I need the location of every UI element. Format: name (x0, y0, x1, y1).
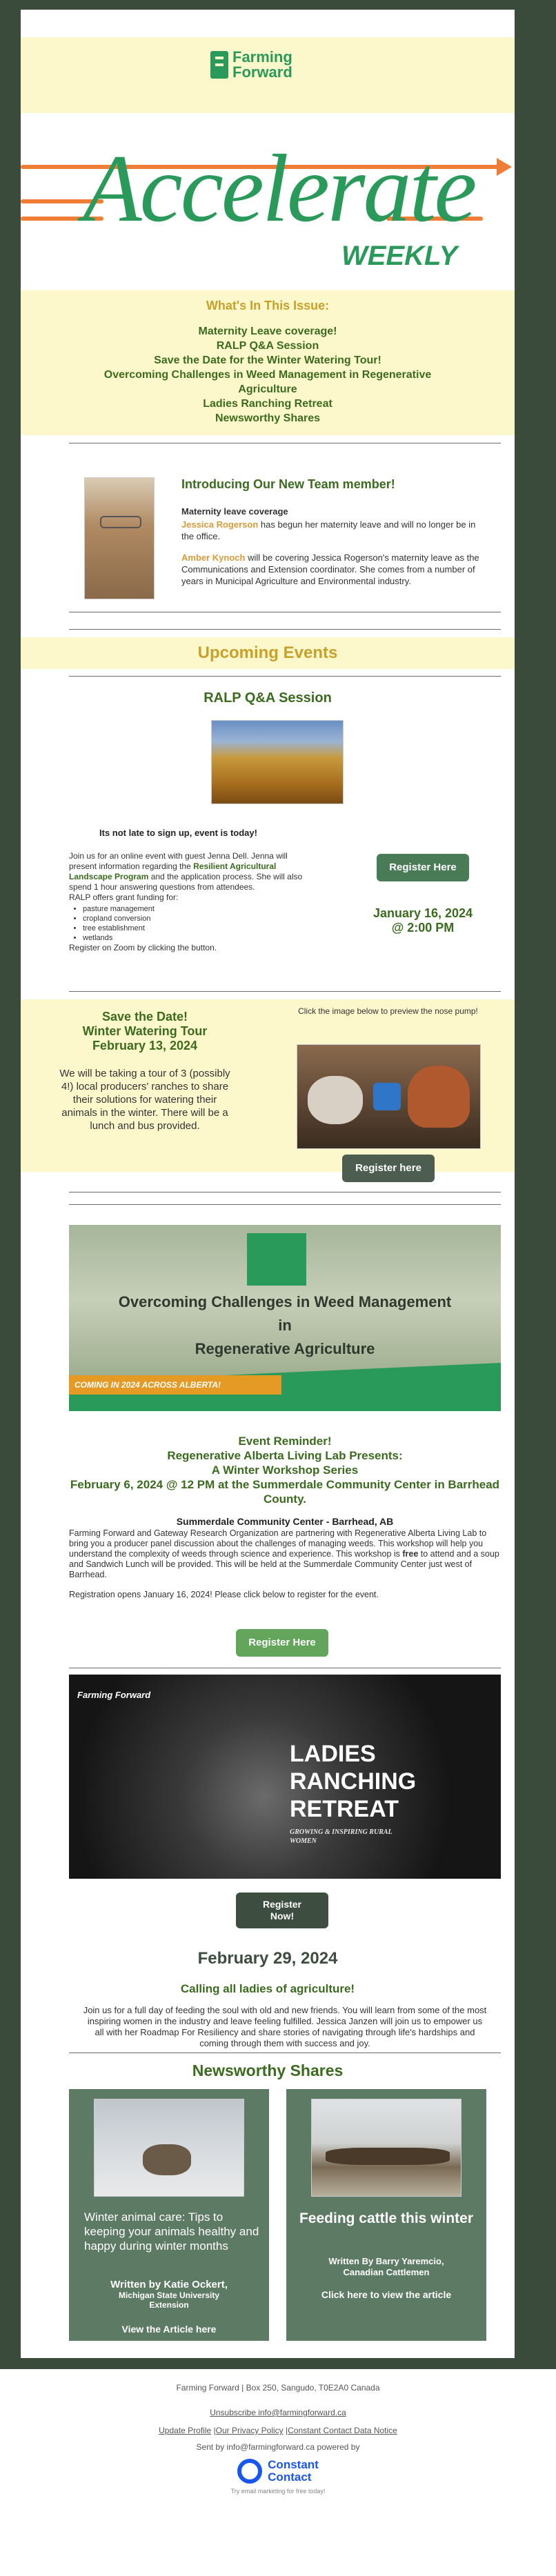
retreat-brand: Farming Forward (77, 1690, 151, 1700)
news-title: Newsworthy Shares (192, 2061, 344, 2079)
ralp-paragraph: Join us for an online event with guest Jenna Dell. Jenna will present information regarding the Resilient Agricultural Landscape Program and the application process. She will also spend 1 hour answering questions from attendees. (69, 851, 303, 892)
banner-title: Accelerate (83, 135, 475, 242)
ralp-register-button[interactable]: Register Here (377, 854, 469, 881)
weed-series: A Winter Workshop Series (211, 1464, 359, 1477)
logo-line1: Farming (232, 48, 292, 66)
team-title: Introducing Our New Team member! (181, 477, 395, 491)
news-article-1-org2: Extension (149, 2300, 189, 2310)
retreat-body: Join us for a full day of feeding the soul with old and new friends. You will learn from some of the most inspiring women in the industry and leave feeling fulfilled. Jessica Janzen will join us to empower us all with her Roadmap For Resiliency and share stories of navigating through life's hardships and coming through them with success and joy. (83, 2005, 487, 2048)
team-member-photo (84, 477, 155, 599)
news-article-2-link[interactable]: Click here to view the article (321, 2289, 452, 2300)
tree-logo-icon (247, 1233, 306, 1286)
news-article-1-org1: Michigan State University (118, 2290, 220, 2300)
constant-contact-icon (237, 2459, 262, 2484)
footer-privacy-link[interactable]: Our Privacy Policy (215, 2426, 284, 2435)
logo-mark-icon (210, 51, 228, 79)
weed-ribbon: COMING IN 2024 ACROSS ALBERTA! (69, 1375, 281, 1395)
ralp-title: RALP Q&A Session (203, 690, 332, 706)
retreat-title-3: RETREAT (290, 1796, 399, 1822)
toc-item[interactable]: Maternity Leave coverage! (198, 326, 337, 337)
newsletter-card (21, 10, 515, 2358)
retreat-date: February 29, 2024 (197, 1949, 338, 1968)
weed-reminder: Event Reminder! (238, 1435, 332, 1448)
weed-presenter: Regenerative Alberta Living Lab Presents: (167, 1449, 403, 1462)
cow-icon (308, 1076, 363, 1124)
tour-caption: Click the image below to preview the nose pump! (298, 1006, 478, 1016)
footer-tagline: Try email marketing for free today! (230, 2488, 326, 2495)
team-subtitle: Maternity leave coverage (181, 506, 288, 517)
ralp-funding: RALP offers grant funding for: (69, 892, 179, 902)
news-article-1-author: Written by Katie Ockert, (110, 2279, 228, 2290)
list-item: • cropland conversion (83, 914, 317, 923)
team-paragraph-1: Jessica Rogerson has begun her maternity leave and will no longer be in the office. (181, 519, 476, 541)
weed-register-button[interactable]: Register Here (236, 1629, 328, 1657)
weed-banner-line3: Regenerative Agriculture (195, 1340, 375, 1357)
retreat-title-1: LADIES (290, 1741, 376, 1767)
weed-banner[interactable] (69, 1225, 501, 1411)
toc-item[interactable]: Overcoming Challenges in Weed Management in Regenerative Agriculture (103, 369, 432, 395)
wheat-field-image (211, 720, 344, 804)
divider (69, 676, 501, 677)
retreat-title-2: RANCHING (290, 1768, 417, 1795)
constant-contact-logo[interactable]: Constant Contact (0, 2459, 556, 2484)
weed-venue: Summerdale Community Center - Barrhead, AB (176, 1516, 394, 1527)
team-paragraph-2: Amber Kynoch will be covering Jessica Rogerson's maternity leave as the Communications and Extension coordinator. She comes from a number of years in Municipal Agriculture and Environmental industry. (181, 552, 479, 586)
toc-title: What's In This Issue: (206, 299, 330, 312)
glasses-icon (100, 516, 141, 528)
team-name-1: Jessica Rogerson (181, 519, 259, 530)
weed-registration-note: Registration opens January 16, 2024! Please click below to register for the event. (69, 1590, 379, 1599)
retreat-register-button[interactable]: Register Now! (236, 1893, 328, 1928)
winter-cattle-image (94, 2099, 244, 2197)
tour-name: Winter Watering Tour (82, 1024, 208, 1038)
news-article-2-author: Written By Barry Yaremcio, (328, 2256, 444, 2266)
tour-register-button[interactable]: Register here (342, 1155, 435, 1182)
team-name-2: Amber Kynoch (181, 552, 246, 563)
ralp-signup-note: Its not late to sign up, event is today! (99, 828, 257, 838)
upcoming-title: Upcoming Events (197, 643, 338, 662)
cow-icon (408, 1066, 470, 1128)
toc-item[interactable]: RALP Q&A Session (216, 340, 319, 352)
list-item: • pasture management (83, 904, 317, 914)
logo-line2: Forward (232, 63, 292, 81)
arrow-head-icon (497, 158, 512, 176)
cow-icon (143, 2144, 191, 2175)
accelerate-banner (21, 135, 515, 289)
divider (69, 991, 501, 992)
footer-sent-by: Sent by info@farmingforward.ca powered by (196, 2442, 360, 2452)
news-article-2-title[interactable]: Feeding cattle this winter (299, 2210, 474, 2226)
nose-pump-image[interactable] (297, 1044, 481, 1149)
footer-address: Farming Forward | Box 250, Sangudo, T0E2A0 Canada (176, 2383, 380, 2393)
news-card-1 (69, 2089, 269, 2341)
toc-item[interactable]: Ladies Ranching Retreat (203, 398, 332, 410)
news-article-2-org: Canadian Cattlemen (343, 2267, 430, 2277)
weed-banner-line2: in (278, 1317, 292, 1334)
cattle-herd-icon (326, 2148, 450, 2165)
farming-forward-logo[interactable] (210, 50, 292, 80)
news-article-1-link[interactable]: View the Article here (121, 2324, 217, 2335)
news-article-1-title[interactable]: Winter animal care: Tips to keeping your animals healthy and happy during winter months (84, 2210, 259, 2253)
ralp-time: @ 2:00 PM (391, 921, 455, 935)
retreat-tagline-2: WOMEN (290, 1837, 317, 1845)
footer: Farming Forward | Box 250, Sangudo, T0E2A0 Canada Unsubscribe info@farmingforward.ca Update Profile |Our Privacy Policy |Constant Contact Data Notice Sent by info@farmingforward.ca powered by Constant Contact Try email marketing for free today! (0, 2369, 556, 2576)
retreat-banner[interactable] (69, 1675, 501, 1879)
tour-date: February 13, 2024 (92, 1039, 198, 1052)
weed-banner-line1: Overcoming Challenges in Weed Management (118, 1293, 452, 1310)
list-item: • wetlands (83, 933, 317, 943)
ralp-program-link[interactable]: Resilient Agricultural Landscape Program (69, 861, 277, 881)
table-of-contents (21, 290, 515, 435)
upcoming-events-band (21, 637, 515, 669)
weed-body: Farming Forward and Gateway Research Organization are partnering with Regenerative Alberta Living Lab to bring you a producer panel discussion about the challenges of managing weeds. This workshop will help you understand the complexity of weeds through science and experience. This workshop is free to attend and a soup and Sandwich Lunch will be provided. This will be held at the Summerdale Community Center just west of Barrhead. (69, 1528, 499, 1579)
list-item: • tree establishment (83, 923, 317, 933)
divider (69, 629, 501, 630)
nose-pump-icon (373, 1083, 401, 1110)
ralp-date: January 16, 2024 (373, 906, 473, 920)
feeding-cattle-image (311, 2099, 461, 2197)
footer-data-notice-link[interactable]: Constant Contact Data Notice (288, 2426, 397, 2435)
ralp-zoom-note: Register on Zoom by clicking the button. (69, 943, 217, 952)
divider (69, 1204, 501, 1205)
retreat-call: Calling all ladies of agriculture! (180, 1982, 355, 1995)
toc-item[interactable]: Newsworthy Shares (215, 412, 321, 424)
tour-save-date: Save the Date! (101, 1010, 188, 1024)
weed-datetime: February 6, 2024 @ 12 PM at the Summerdale Community Center in Barrhead County. (70, 1478, 500, 1506)
tour-body: We will be taking a tour of 3 (possibly 4!) local producers' ranches to share their solutions for watering their animals in the winter. There will be a lunch and bus provided. (59, 1068, 230, 1132)
news-card-2 (286, 2089, 486, 2341)
retreat-tagline-1: GROWING & INSPIRING RURAL (290, 1828, 393, 1836)
banner-subtitle: WEEKLY (341, 241, 458, 271)
footer-unsubscribe[interactable]: Unsubscribe info@farmingforward.ca (210, 2408, 346, 2417)
toc-item[interactable]: Save the Date for the Winter Watering Tour! (154, 355, 381, 366)
footer-update-profile[interactable]: Update Profile (159, 2426, 212, 2435)
